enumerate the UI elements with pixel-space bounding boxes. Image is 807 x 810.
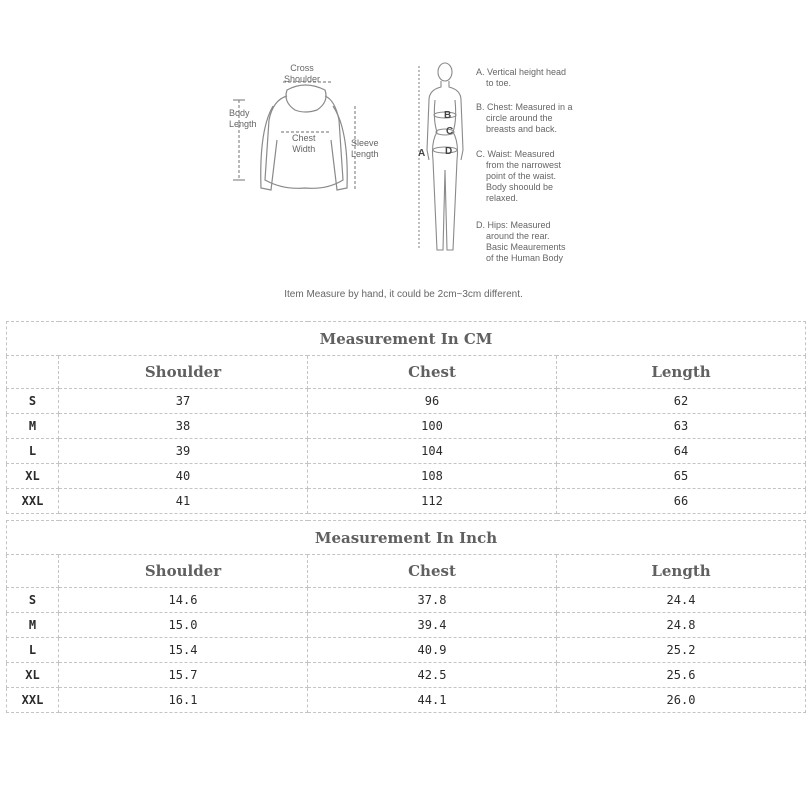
- value-cell: 37: [59, 389, 308, 414]
- value-cell: 112: [308, 489, 557, 514]
- cm-table: [6, 321, 806, 514]
- table-row: [7, 414, 806, 439]
- size-cell: L: [7, 638, 59, 663]
- size-cell: M: [7, 613, 59, 638]
- table-row: [7, 588, 806, 613]
- header-chest: Chest: [308, 555, 557, 588]
- header-length: Length: [557, 356, 806, 389]
- cross-shoulder-label: Cross Shoulder: [284, 63, 321, 84]
- letter-b: B: [444, 110, 452, 121]
- value-cell: 39.4: [308, 613, 557, 638]
- value-cell: 42.5: [308, 663, 557, 688]
- value-cell: 65: [557, 464, 806, 489]
- table-title: Measurement In CM: [7, 322, 806, 356]
- chest-width-label: Chest Width: [292, 133, 316, 154]
- value-cell: 39: [59, 439, 308, 464]
- sleeve-length-label: Sleeve Length: [351, 138, 379, 159]
- instruction-c: C. Waist: Measured from the narrowest point of the waist. Body shoould be relaxed.: [476, 149, 562, 203]
- value-cell: 24.4: [557, 588, 806, 613]
- value-cell: 64: [557, 439, 806, 464]
- corner-cell: [7, 356, 59, 389]
- size-cell: XL: [7, 663, 59, 688]
- size-cell: L: [7, 439, 59, 464]
- table-row: [7, 439, 806, 464]
- letter-c: C: [446, 126, 454, 137]
- table-row: [7, 688, 806, 713]
- letter-a: A: [418, 148, 426, 159]
- value-cell: 40.9: [308, 638, 557, 663]
- value-cell: 96: [308, 389, 557, 414]
- corner-cell: [7, 555, 59, 588]
- header-chest: Chest: [308, 356, 557, 389]
- size-cell: M: [7, 414, 59, 439]
- table-row: [7, 663, 806, 688]
- value-cell: 16.1: [59, 688, 308, 713]
- table-row: [7, 389, 806, 414]
- body-figure: [415, 60, 475, 260]
- value-cell: 62: [557, 389, 806, 414]
- value-cell: 25.6: [557, 663, 806, 688]
- value-cell: 24.8: [557, 613, 806, 638]
- size-cell: XL: [7, 464, 59, 489]
- value-cell: 15.4: [59, 638, 308, 663]
- header-shoulder: Shoulder: [59, 555, 308, 588]
- value-cell: 44.1: [308, 688, 557, 713]
- size-cell: S: [7, 389, 59, 414]
- value-cell: 41: [59, 489, 308, 514]
- letter-d: D: [445, 146, 453, 157]
- value-cell: 100: [308, 414, 557, 439]
- value-cell: 15.7: [59, 663, 308, 688]
- inch-table: [6, 520, 806, 713]
- instruction-d: D. Hips: Measured around the rear. Basic Meaurements of the Human Body: [476, 220, 566, 263]
- value-cell: 66: [557, 489, 806, 514]
- header-length: Length: [557, 555, 806, 588]
- value-cell: 26.0: [557, 688, 806, 713]
- value-cell: 104: [308, 439, 557, 464]
- size-cell: S: [7, 588, 59, 613]
- measure-note: Item Measure by hand, it could be 2cm~3cm different.: [284, 289, 523, 300]
- header-shoulder: Shoulder: [59, 356, 308, 389]
- instruction-a: A. Vertical height head to toe.: [476, 67, 567, 88]
- body-length-label: Body Length: [229, 108, 257, 129]
- table-row: [7, 638, 806, 663]
- value-cell: 63: [557, 414, 806, 439]
- measurement-diagram: [0, 0, 807, 300]
- table-row: [7, 489, 806, 514]
- value-cell: 14.6: [59, 588, 308, 613]
- table-row: [7, 613, 806, 638]
- value-cell: 40: [59, 464, 308, 489]
- size-cell: XXL: [7, 688, 59, 713]
- value-cell: 108: [308, 464, 557, 489]
- value-cell: 15.0: [59, 613, 308, 638]
- table-title: Measurement In Inch: [7, 521, 806, 555]
- value-cell: 25.2: [557, 638, 806, 663]
- table-row: [7, 464, 806, 489]
- value-cell: 37.8: [308, 588, 557, 613]
- instruction-b: B. Chest: Measured in a circle around the breasts and back.: [476, 102, 573, 134]
- value-cell: 38: [59, 414, 308, 439]
- size-cell: XXL: [7, 489, 59, 514]
